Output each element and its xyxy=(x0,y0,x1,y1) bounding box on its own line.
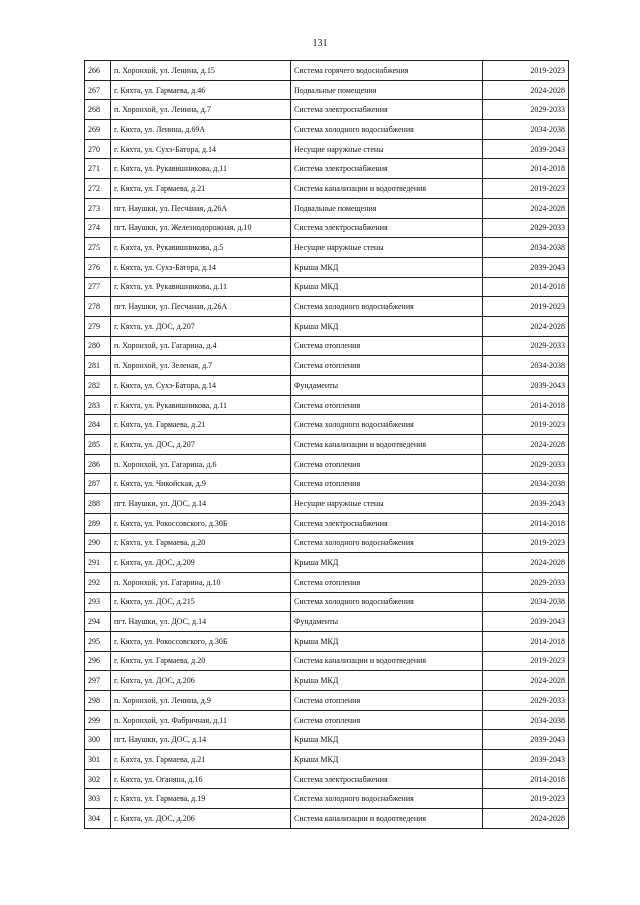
address-cell: г. Кяхта, ул. Гармаева, д.21 xyxy=(111,750,291,770)
address-cell: г. Кяхта, ул. ДОС, д.206 xyxy=(111,809,291,829)
system-cell: Крыша МКД xyxy=(291,316,483,336)
address-cell: г. Кяхта, ул. ДОС, д.207 xyxy=(111,316,291,336)
address-cell: пгт. Наушки, ул. Железнодорожная, д.10 xyxy=(111,218,291,238)
row-number-cell: 267 xyxy=(85,80,111,100)
period-cell: 2024-2028 xyxy=(483,80,569,100)
period-cell: 2019-2023 xyxy=(483,789,569,809)
table-row xyxy=(85,513,569,533)
row-number-cell: 294 xyxy=(85,612,111,632)
row-number-cell: 292 xyxy=(85,572,111,592)
row-number-cell: 299 xyxy=(85,710,111,730)
row-number-cell: 296 xyxy=(85,651,111,671)
system-cell: Система электроснабжения xyxy=(291,100,483,120)
table-row xyxy=(85,710,569,730)
system-cell: Система отопления xyxy=(291,395,483,415)
table-row xyxy=(85,61,569,81)
address-cell: п. Хоронхой, ул. Ленина, д.9 xyxy=(111,691,291,711)
row-number-cell: 269 xyxy=(85,120,111,140)
period-cell: 2024-2028 xyxy=(483,671,569,691)
table-row xyxy=(85,809,569,829)
table-row xyxy=(85,612,569,632)
system-cell: Несущие наружные стены xyxy=(291,494,483,514)
system-cell: Система отопления xyxy=(291,454,483,474)
address-cell: г. Кяхта, ул. Гармаева, д.21 xyxy=(111,179,291,199)
address-cell: г. Кяхта, ул. ДОС, д.215 xyxy=(111,592,291,612)
period-cell: 2024-2028 xyxy=(483,435,569,455)
row-number-cell: 272 xyxy=(85,179,111,199)
period-cell: 2039-2043 xyxy=(483,376,569,396)
row-number-cell: 298 xyxy=(85,691,111,711)
period-cell: 2039-2043 xyxy=(483,612,569,632)
row-number-cell: 268 xyxy=(85,100,111,120)
table-body xyxy=(85,61,569,829)
table-row xyxy=(85,631,569,651)
table-row xyxy=(85,789,569,809)
row-number-cell: 297 xyxy=(85,671,111,691)
row-number-cell: 284 xyxy=(85,415,111,435)
period-cell: 2029-2033 xyxy=(483,218,569,238)
row-number-cell: 288 xyxy=(85,494,111,514)
row-number-cell: 301 xyxy=(85,750,111,770)
table-row xyxy=(85,139,569,159)
row-number-cell: 280 xyxy=(85,336,111,356)
address-cell: г. Кяхта, ул. Рукавишникова, д.11 xyxy=(111,395,291,415)
address-cell: пгт. Наушки, ул. Песчаная, д.26А xyxy=(111,297,291,317)
period-cell: 2034-2038 xyxy=(483,710,569,730)
table-row xyxy=(85,572,569,592)
table-row xyxy=(85,376,569,396)
address-cell: г. Кяхта, ул. Гармаева, д.21 xyxy=(111,415,291,435)
period-cell: 2019-2023 xyxy=(483,61,569,81)
system-cell: Система отопления xyxy=(291,474,483,494)
system-cell: Система канализации и водоотведения xyxy=(291,809,483,829)
address-cell: г. Кяхта, ул. ДОС, д.209 xyxy=(111,553,291,573)
table-row xyxy=(85,750,569,770)
period-cell: 2039-2043 xyxy=(483,257,569,277)
row-number-cell: 276 xyxy=(85,257,111,277)
table-row xyxy=(85,336,569,356)
table-row xyxy=(85,415,569,435)
row-number-cell: 293 xyxy=(85,592,111,612)
period-cell: 2029-2033 xyxy=(483,336,569,356)
system-cell: Система холодного водоснабжения xyxy=(291,789,483,809)
address-cell: г. Кяхта, ул. Сухэ-Батора, д.14 xyxy=(111,257,291,277)
period-cell: 2014-2018 xyxy=(483,631,569,651)
address-cell: г. Кяхта, ул. Ленина, д.69А xyxy=(111,120,291,140)
table-row xyxy=(85,100,569,120)
table-row xyxy=(85,356,569,376)
table-row xyxy=(85,435,569,455)
row-number-cell: 278 xyxy=(85,297,111,317)
address-cell: г. Кяхта, ул. Гармаева, д.20 xyxy=(111,533,291,553)
system-cell: Система отопления xyxy=(291,572,483,592)
period-cell: 2039-2043 xyxy=(483,730,569,750)
row-number-cell: 281 xyxy=(85,356,111,376)
system-cell: Крыша МКД xyxy=(291,730,483,750)
period-cell: 2029-2033 xyxy=(483,691,569,711)
period-cell: 2034-2038 xyxy=(483,474,569,494)
period-cell: 2039-2043 xyxy=(483,494,569,514)
table-row xyxy=(85,198,569,218)
row-number-cell: 304 xyxy=(85,809,111,829)
system-cell: Крыша МКД xyxy=(291,257,483,277)
row-number-cell: 271 xyxy=(85,159,111,179)
row-number-cell: 291 xyxy=(85,553,111,573)
address-cell: г. Кяхта, ул. Гармаева, д.19 xyxy=(111,789,291,809)
period-cell: 2014-2018 xyxy=(483,769,569,789)
period-cell: 2019-2023 xyxy=(483,415,569,435)
system-cell: Система канализации и водоотведения xyxy=(291,435,483,455)
period-cell: 2039-2043 xyxy=(483,139,569,159)
table-row xyxy=(85,474,569,494)
table-row xyxy=(85,218,569,238)
period-cell: 2034-2038 xyxy=(483,356,569,376)
address-cell: п. Хоронхой, ул. Гагарина, д.10 xyxy=(111,572,291,592)
system-cell: Подвальные помещения xyxy=(291,198,483,218)
address-cell: г. Кяхта, ул. ДОС, д.206 xyxy=(111,671,291,691)
row-number-cell: 302 xyxy=(85,769,111,789)
row-number-cell: 273 xyxy=(85,198,111,218)
period-cell: 2029-2033 xyxy=(483,454,569,474)
address-cell: г. Кяхта, ул. Гармаева, д.20 xyxy=(111,651,291,671)
system-cell: Система электроснабжения xyxy=(291,159,483,179)
system-cell: Несущие наружные стены xyxy=(291,139,483,159)
system-cell: Система электроснабжения xyxy=(291,513,483,533)
address-cell: п. Хоронхой, ул. Гагарина, д.4 xyxy=(111,336,291,356)
table-row xyxy=(85,277,569,297)
table-row xyxy=(85,120,569,140)
table-row xyxy=(85,533,569,553)
address-cell: п. Хоронхой, ул. Ленина, д.15 xyxy=(111,61,291,81)
table-row xyxy=(85,671,569,691)
row-number-cell: 275 xyxy=(85,238,111,258)
system-cell: Система канализации и водоотведения xyxy=(291,179,483,199)
row-number-cell: 277 xyxy=(85,277,111,297)
period-cell: 2024-2028 xyxy=(483,553,569,573)
address-cell: п. Хоронхой, ул. Ленина, д.7 xyxy=(111,100,291,120)
address-cell: пгт. Наушки, ул. ДОС, д.14 xyxy=(111,612,291,632)
period-cell: 2019-2023 xyxy=(483,297,569,317)
address-cell: пгт. Наушки, ул. ДОС, д.14 xyxy=(111,494,291,514)
period-cell: 2034-2038 xyxy=(483,592,569,612)
table-row xyxy=(85,297,569,317)
system-cell: Система холодного водоснабжения xyxy=(291,297,483,317)
table-row xyxy=(85,316,569,336)
table-row xyxy=(85,651,569,671)
row-number-cell: 282 xyxy=(85,376,111,396)
system-cell: Система холодного водоснабжения xyxy=(291,415,483,435)
system-cell: Система холодного водоснабжения xyxy=(291,592,483,612)
period-cell: 2034-2038 xyxy=(483,120,569,140)
table-row xyxy=(85,494,569,514)
address-cell: г. Кяхта, ул. Сухэ-Батора, д.14 xyxy=(111,139,291,159)
address-cell: г. Кяхта, ул. Чикойская, д.9 xyxy=(111,474,291,494)
address-cell: п. Хоронхой, ул. Зеленая, д.7 xyxy=(111,356,291,376)
table-row xyxy=(85,592,569,612)
system-cell: Система отопления xyxy=(291,336,483,356)
system-cell: Крыша МКД xyxy=(291,277,483,297)
address-cell: г. Кяхта, ул. Рукавишникова, д.11 xyxy=(111,159,291,179)
row-number-cell: 266 xyxy=(85,61,111,81)
system-cell: Крыша МКД xyxy=(291,750,483,770)
period-cell: 2014-2018 xyxy=(483,513,569,533)
period-cell: 2034-2038 xyxy=(483,238,569,258)
row-number-cell: 270 xyxy=(85,139,111,159)
address-cell: г. Кяхта, ул. Оганяна, д.16 xyxy=(111,769,291,789)
row-number-cell: 300 xyxy=(85,730,111,750)
row-number-cell: 274 xyxy=(85,218,111,238)
system-cell: Система канализации и водоотведения xyxy=(291,651,483,671)
system-cell: Система отопления xyxy=(291,691,483,711)
period-cell: 2014-2018 xyxy=(483,159,569,179)
period-cell: 2039-2043 xyxy=(483,750,569,770)
address-cell: г. Кяхта, ул. Рукавишникова, д.5 xyxy=(111,238,291,258)
row-number-cell: 303 xyxy=(85,789,111,809)
table-row xyxy=(85,257,569,277)
system-cell: Система отопления xyxy=(291,356,483,376)
row-number-cell: 287 xyxy=(85,474,111,494)
row-number-cell: 279 xyxy=(85,316,111,336)
system-cell: Подвальные помещения xyxy=(291,80,483,100)
table-row xyxy=(85,159,569,179)
period-cell: 2014-2018 xyxy=(483,395,569,415)
system-cell: Система электроснабжения xyxy=(291,769,483,789)
period-cell: 2024-2028 xyxy=(483,809,569,829)
address-cell: г. Кяхта, ул. Рокоссовского, д.30Б xyxy=(111,631,291,651)
system-cell: Система отопления xyxy=(291,710,483,730)
address-cell: г. Кяхта, ул. Рукавишникова, д.11 xyxy=(111,277,291,297)
table-row xyxy=(85,179,569,199)
period-cell: 2019-2023 xyxy=(483,533,569,553)
row-number-cell: 290 xyxy=(85,533,111,553)
page-number: 131 xyxy=(312,38,328,49)
row-number-cell: 286 xyxy=(85,454,111,474)
period-cell: 2014-2018 xyxy=(483,277,569,297)
table-row xyxy=(85,769,569,789)
address-cell: пгт. Наушки, ул. ДОС, д.14 xyxy=(111,730,291,750)
system-cell: Крыша МКД xyxy=(291,631,483,651)
table-row xyxy=(85,454,569,474)
address-cell: пгт. Наушки, ул. Песчаная, д.26А xyxy=(111,198,291,218)
repair-schedule-table xyxy=(84,60,569,829)
row-number-cell: 289 xyxy=(85,513,111,533)
row-number-cell: 295 xyxy=(85,631,111,651)
system-cell: Фундаменты xyxy=(291,376,483,396)
table-row xyxy=(85,80,569,100)
address-cell: г. Кяхта, ул. ДОС, д.207 xyxy=(111,435,291,455)
table-row xyxy=(85,691,569,711)
row-number-cell: 285 xyxy=(85,435,111,455)
row-number-cell: 283 xyxy=(85,395,111,415)
table-row xyxy=(85,238,569,258)
address-cell: г. Кяхта, ул. Сухэ-Батора, д.14 xyxy=(111,376,291,396)
period-cell: 2024-2028 xyxy=(483,198,569,218)
table-row xyxy=(85,395,569,415)
period-cell: 2019-2023 xyxy=(483,651,569,671)
system-cell: Система холодного водоснабжения xyxy=(291,120,483,140)
period-cell: 2019-2023 xyxy=(483,179,569,199)
system-cell: Крыша МКД xyxy=(291,553,483,573)
address-cell: г. Кяхта, ул. Рокоссовского, д.30Б xyxy=(111,513,291,533)
address-cell: п. Хоронхой, ул. Фабричная, д.11 xyxy=(111,710,291,730)
system-cell: Фундаменты xyxy=(291,612,483,632)
system-cell: Несущие наружные стены xyxy=(291,238,483,258)
period-cell: 2029-2033 xyxy=(483,100,569,120)
system-cell: Крыша МКД xyxy=(291,671,483,691)
system-cell: Система холодного водоснабжения xyxy=(291,533,483,553)
address-cell: п. Хоронхой, ул. Гагарина, д.6 xyxy=(111,454,291,474)
table-row xyxy=(85,553,569,573)
period-cell: 2029-2033 xyxy=(483,572,569,592)
table-row xyxy=(85,730,569,750)
system-cell: Система горячего водоснабжения xyxy=(291,61,483,81)
period-cell: 2024-2028 xyxy=(483,316,569,336)
system-cell: Система электроснабжения xyxy=(291,218,483,238)
address-cell: г. Кяхта, ул. Гармаева, д.46 xyxy=(111,80,291,100)
